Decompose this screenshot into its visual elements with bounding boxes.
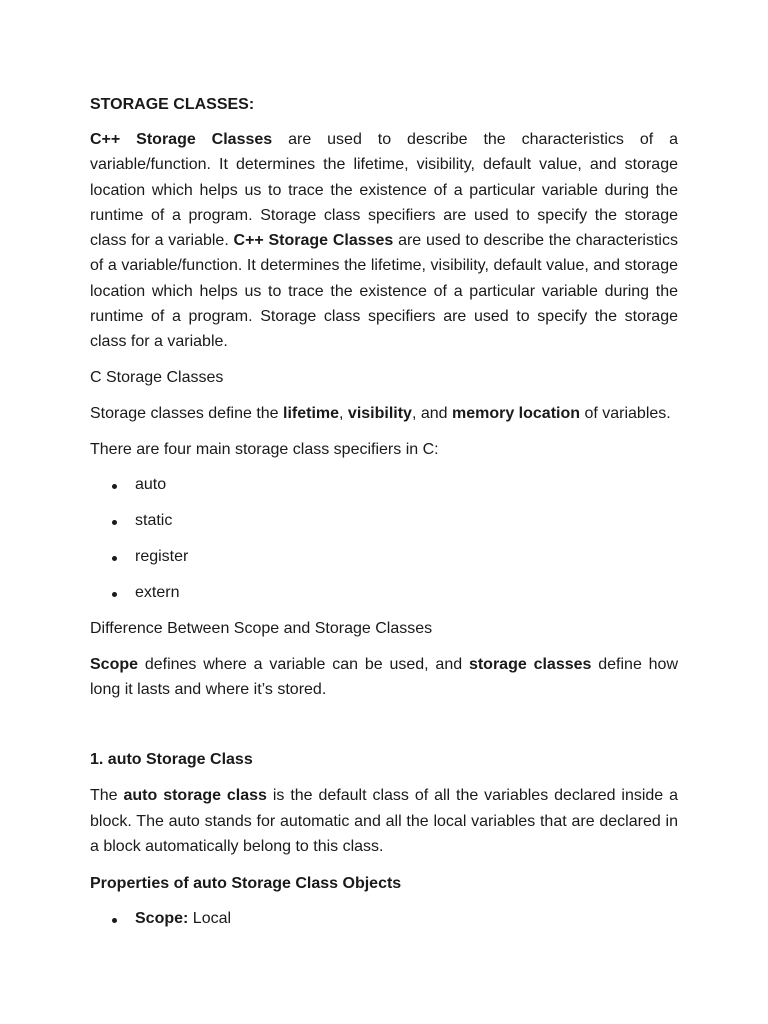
intro-bold-2: C++ Storage Classes <box>233 232 394 250</box>
intro-text-1: are used to describe the characteristics of a variable/function. It determines the lifetime, visibility, default value, and storage location which helps us to trace the existence of a particular variable during the runtime of a program. Storage class specifiers are used to specify the storage class for a variable. <box>90 131 678 250</box>
bullet-icon <box>112 484 117 489</box>
intro-bold-1: C++ Storage Classes <box>90 131 273 148</box>
c-storage-classes-heading: C Storage Classes <box>90 368 224 386</box>
bullet-icon <box>112 918 117 923</box>
four-main-line: There are four main storage class specifiers in C: <box>90 440 439 458</box>
auto-paragraph: The auto storage class is the default class of all the variables declared inside a block. The auto stands for automatic and all the local variables that are declared in a block automatically belong to this class. <box>90 787 679 855</box>
bullet-icon <box>112 592 117 597</box>
properties-heading: Properties of auto Storage Class Objects <box>90 875 402 893</box>
properties-list <box>90 908 678 930</box>
storage-classes-heading: STORAGE CLASSES: <box>90 96 255 113</box>
bullet-icon <box>112 520 117 525</box>
bullet-icon <box>112 556 117 561</box>
list-item: auto <box>90 474 678 496</box>
intro-text-2: are used to describe the characteristics of a variable/function. It determines the lifetime, visibility, default value, and storage location which helps us to trace the existence of a particular variable during the runtime of a program. Storage class specifiers are used to specify the storage class for a variable. <box>90 232 678 351</box>
list-item: register <box>90 546 678 568</box>
difference-heading: Difference Between Scope and Storage Classes <box>90 619 433 637</box>
define-line: Storage classes define the lifetime, visibility, and memory location of variables. <box>90 404 671 422</box>
document-body <box>90 94 678 930</box>
list-item: static <box>90 510 678 532</box>
intro-paragraph <box>90 127 678 355</box>
list-item: extern <box>90 582 678 604</box>
specifier-list <box>90 474 678 604</box>
list-item: Scope: Local <box>90 908 678 930</box>
auto-storage-heading: 1. auto Storage Class <box>90 751 253 769</box>
scope-paragraph: Scope defines where a variable can be used, and storage classes define how long it lasts and where it’s stored. <box>90 655 679 698</box>
